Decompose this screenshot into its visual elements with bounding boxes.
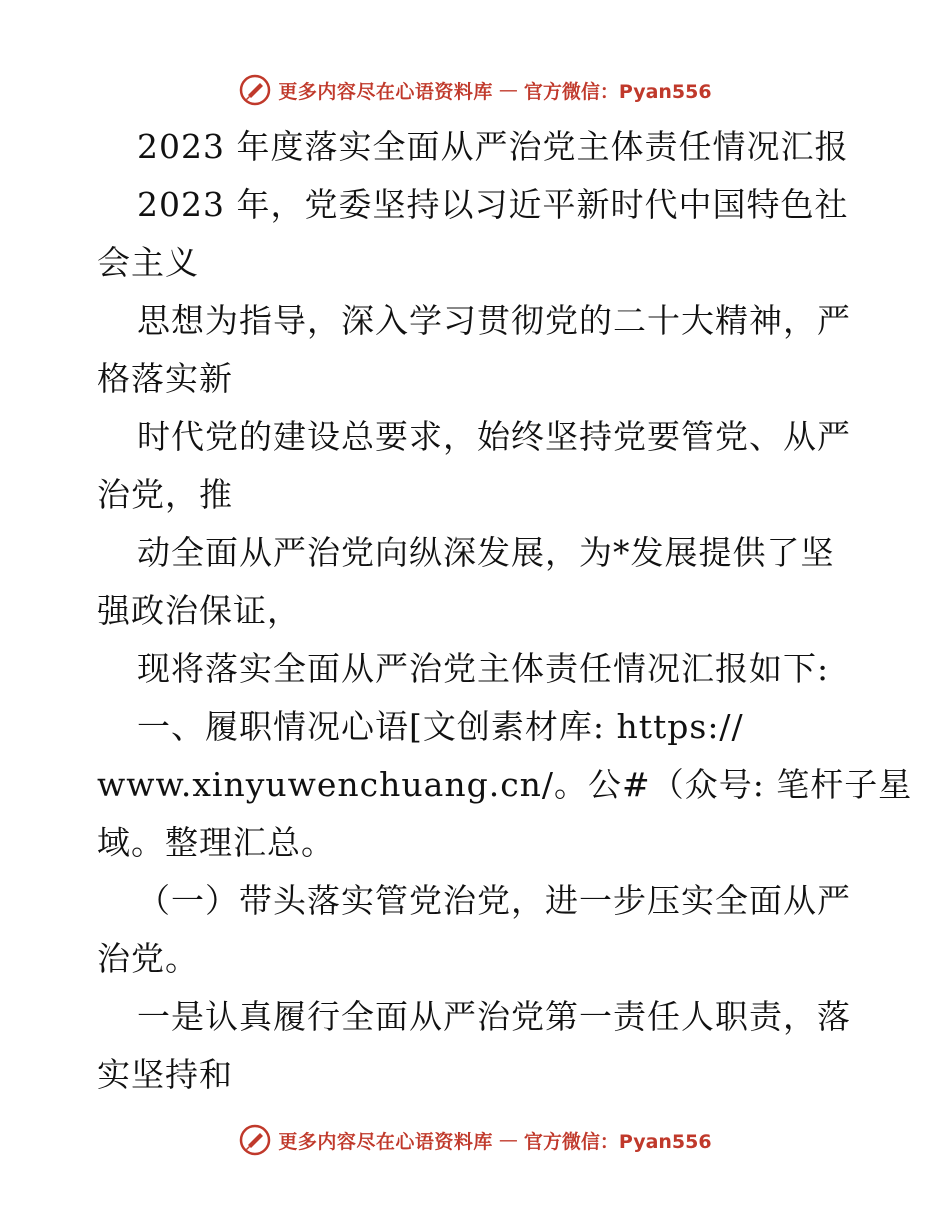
document-body [97, 118, 913, 1104]
paragraph-line: 一是认真履行全面从严治党第一责任人职责，落 [137, 997, 851, 1036]
document-title: 2023 年度落实全面从严治党主体责任情况汇报 [137, 127, 849, 166]
paragraph-line: 治党。 [97, 939, 199, 978]
watermark-contact: 官方微信：Pyan556 [523, 1130, 712, 1153]
paragraph-line: 时代党的建设总要求，始终坚持党要管党、从严 [137, 417, 851, 456]
watermark-footer [0, 1120, 950, 1160]
paragraph-line: www.xinyuwenchuang.cn/。公#（众号: 笔杆子星 [97, 765, 913, 804]
paragraph-line: 动全面从严治党向纵深发展，为*发展提供了坚 [137, 533, 835, 572]
paragraph-line: 现将落实全面从严治党主体责任情况汇报如下: [137, 649, 830, 688]
watermark-separator: — [498, 79, 518, 101]
watermark-header [0, 70, 950, 110]
watermark-separator: — [498, 1129, 518, 1151]
paragraph-line: 域。整理汇总。 [97, 823, 335, 862]
subsection-heading: （一）带头落实管党治党，进一步压实全面从严 [137, 881, 851, 920]
paragraph-line: 会主义 [97, 243, 199, 282]
section-heading: 一、履职情况心语[文创素材库: https:// [137, 707, 744, 746]
paragraph-line: 思想为指导，深入学习贯彻党的二十大精神，严 [137, 301, 851, 340]
brand-logo-icon [238, 73, 272, 107]
paragraph-line: 治党，推 [97, 475, 233, 514]
watermark-brand-text: 更多内容尽在心语资料库 [278, 1130, 493, 1153]
watermark-brand-text: 更多内容尽在心语资料库 [278, 80, 493, 103]
paragraph-line: 2023 年，党委坚持以习近平新时代中国特色社 [137, 185, 849, 224]
paragraph-line: 实坚持和 [97, 1055, 233, 1094]
watermark-contact: 官方微信：Pyan556 [523, 80, 712, 103]
paragraph-line: 强政治保证， [97, 591, 301, 630]
brand-logo-icon [238, 1123, 272, 1157]
paragraph-line: 格落实新 [97, 359, 233, 398]
